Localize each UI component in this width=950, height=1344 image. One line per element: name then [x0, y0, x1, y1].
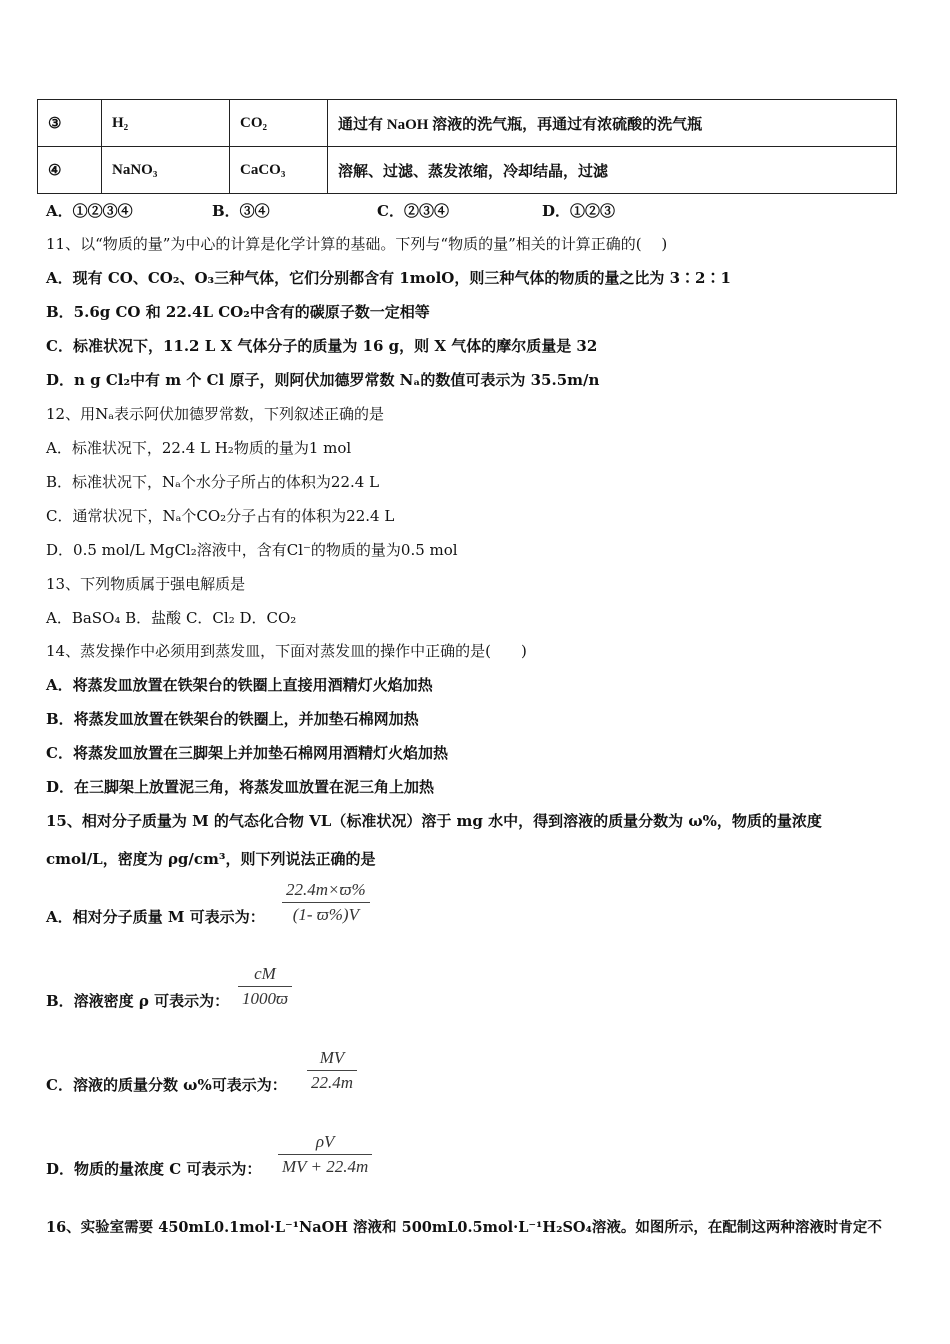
formula-numerator: cM — [238, 964, 292, 987]
table-cell: NaNO₃ — [102, 147, 230, 194]
option-b: B．溶液密度 ρ 可表示为： — [46, 992, 230, 1010]
option-d: D．①②③ — [542, 202, 616, 220]
formula-denominator: MV + 22.4m — [282, 1157, 369, 1176]
formula-denominator: (1- ϖ%)V — [292, 905, 359, 924]
formula-denominator: 1000ϖ — [242, 989, 289, 1008]
option-a: A．标准状况下，22.4 L H₂物质的量为1 mol — [46, 439, 352, 457]
formula-b — [238, 964, 292, 1009]
table-cell: ④ — [38, 147, 102, 194]
question-stem-cont: cmol/L，密度为 ρg/cm³，则下列说法正确的是 — [46, 850, 376, 868]
option-a: A．现有 CO、CO₂、O₃三种气体，它们分别都含有 1molO，则三种气体的物质的量之比为 3∶2∶1 — [46, 269, 731, 287]
option-d: D．0.5 mol/L MgCl₂溶液中，含有Cl⁻的物质的量为0.5 mol — [46, 541, 458, 559]
question-stem: 13、下列物质属于强电解质是 — [46, 575, 246, 593]
option-b: B．标准状况下，Nₐ个水分子所占的体积为22.4 L — [46, 473, 380, 491]
formula-numerator: ρV — [278, 1132, 372, 1155]
question-stem: 15、相对分子质量为 M 的气态化合物 VL（标准状况）溶于 mg 水中，得到溶液的质量分数为 ω%，物质的量浓度 — [46, 812, 822, 830]
option-a: A．相对分子质量 M 可表示为： — [46, 908, 265, 926]
reagent-table — [37, 99, 897, 194]
table-row — [38, 100, 897, 147]
table-cell: CO₂ — [230, 100, 328, 147]
option-d: D．在三脚架上放置泥三角，将蒸发皿放置在泥三角上加热 — [46, 778, 435, 796]
option-b: B．③④ — [212, 202, 270, 220]
option-c: C．将蒸发皿放置在三脚架上并加垫石棉网用酒精灯火焰加热 — [46, 744, 448, 762]
option-d: D．n g Cl₂中有 m 个 Cl 原子，则阿伏加德罗常数 Nₐ的数值可表示为 35.5m/n — [46, 371, 600, 389]
option-b: B．5.6g CO 和 22.4L CO₂中含有的碳原子数一定相等 — [46, 303, 430, 321]
table-cell: CaCO₃ — [230, 147, 328, 194]
option-d: D．物质的量浓度 C 可表示为： — [46, 1160, 262, 1178]
table-cell: 通过有 NaOH 溶液的洗气瓶，再通过有浓硫酸的洗气瓶 — [328, 100, 897, 147]
question-stem: 11、以“物质的量”为中心的计算是化学计算的基础。下列与“物质的量”相关的计算正确的( ) — [46, 235, 668, 253]
table-row — [38, 147, 897, 194]
table-cell: H₂ — [102, 100, 230, 147]
option-c: C．溶液的质量分数 ω%可表示为： — [46, 1076, 287, 1094]
table-cell: ③ — [38, 100, 102, 147]
option-c: C．标准状况下，11.2 L X 气体分子的质量为 16 g，则 X 气体的摩尔质量是 32 — [46, 337, 598, 355]
formula-denominator: 22.4m — [311, 1073, 354, 1092]
table-cell: 溶解、过滤、蒸发浓缩，冷却结晶，过滤 — [328, 147, 897, 194]
formula-numerator: MV — [307, 1048, 357, 1071]
formula-numerator: 22.4m×ϖ% — [282, 880, 370, 903]
option-a: A．①②③④ — [46, 202, 133, 220]
formula-a — [282, 880, 370, 925]
question-stem: 16、实验室需要 450mL0.1mol·L⁻¹NaOH 溶液和 500mL0.5mol·L⁻¹H₂SO₄溶液。如图所示，在配制这两种溶液时肯定不 — [46, 1219, 882, 1236]
question-stem: 12、用Nₐ表示阿伏加德罗常数，下列叙述正确的是 — [46, 405, 385, 423]
option-b: B．将蒸发皿放置在铁架台的铁圈上，并加垫石棉网加热 — [46, 710, 419, 728]
option-a: A．将蒸发皿放置在铁架台的铁圈上直接用酒精灯火焰加热 — [46, 676, 433, 694]
options: A．BaSO₄ B．盐酸 C．Cl₂ D．CO₂ — [46, 609, 297, 627]
formula-d — [278, 1132, 372, 1177]
option-c: C．通常状况下，Nₐ个CO₂分子占有的体积为22.4 L — [46, 507, 395, 525]
option-c: C．②③④ — [377, 202, 449, 220]
formula-c — [307, 1048, 357, 1093]
question-stem: 14、蒸发操作中必须用到蒸发皿，下面对蒸发皿的操作中正确的是( ) — [46, 642, 527, 660]
